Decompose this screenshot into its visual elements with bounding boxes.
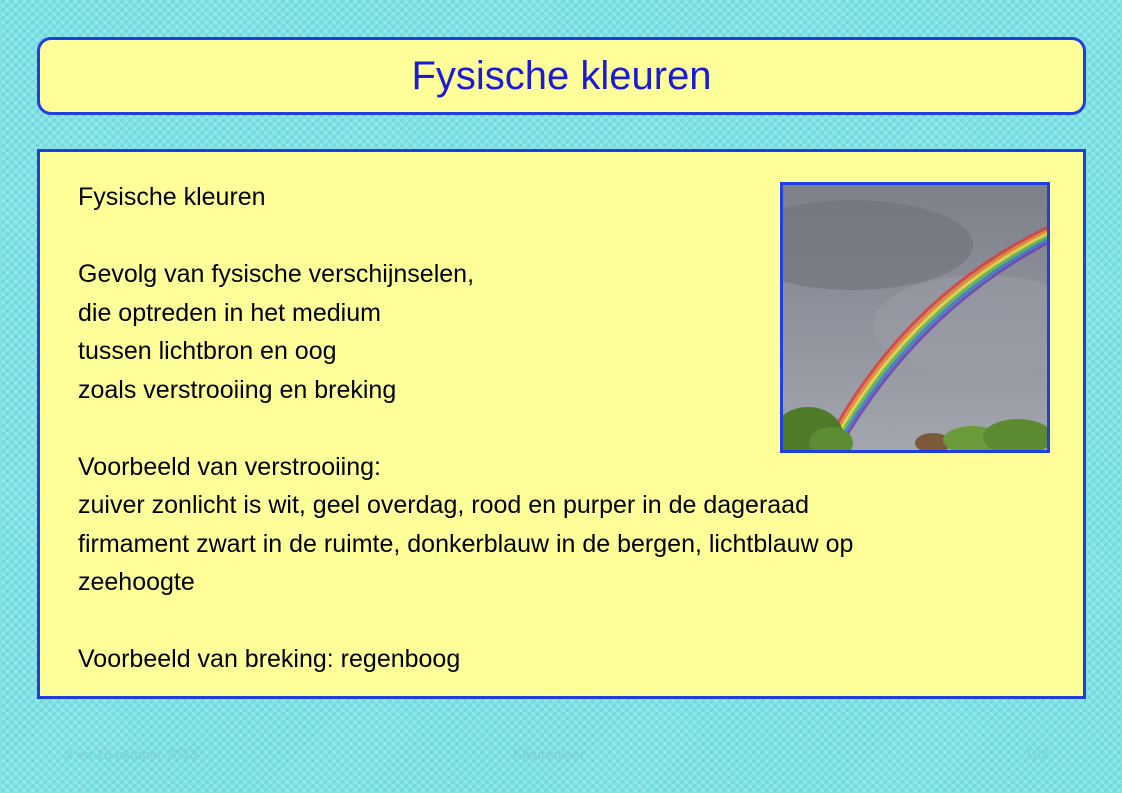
footer-title: Kleurenleer [513, 746, 585, 762]
body-line: zoals verstrooiing en breking [78, 375, 397, 404]
page-number: 102 [1025, 746, 1049, 762]
body-line: zeehoogte [78, 568, 195, 596]
content-box [37, 149, 1086, 699]
body-line: Voorbeeld van breking: regenboog [78, 645, 461, 673]
body-line: die optreden in het medium [78, 298, 381, 327]
rainbow-photo [780, 182, 1050, 453]
body-line: Gevolg van fysische verschijnselen, [78, 260, 475, 288]
title-box [37, 37, 1086, 115]
footer-date: 2 en 16 oktober 2013 [65, 746, 198, 762]
slide-title: Fysische kleuren [411, 53, 712, 98]
body-line: tussen lichtbron en oog [78, 337, 337, 365]
body-line: zuiver zonlicht is wit, geel overdag, rood en purper in de dageraad [78, 491, 809, 519]
body-line: Voorbeeld van verstrooiing: [78, 452, 381, 481]
rainbow-image [783, 185, 1047, 450]
body-line: firmament zwart in de ruimte, donkerblauw in de bergen, lichtblauw op [78, 529, 854, 558]
body-heading: Fysische kleuren [78, 183, 266, 211]
